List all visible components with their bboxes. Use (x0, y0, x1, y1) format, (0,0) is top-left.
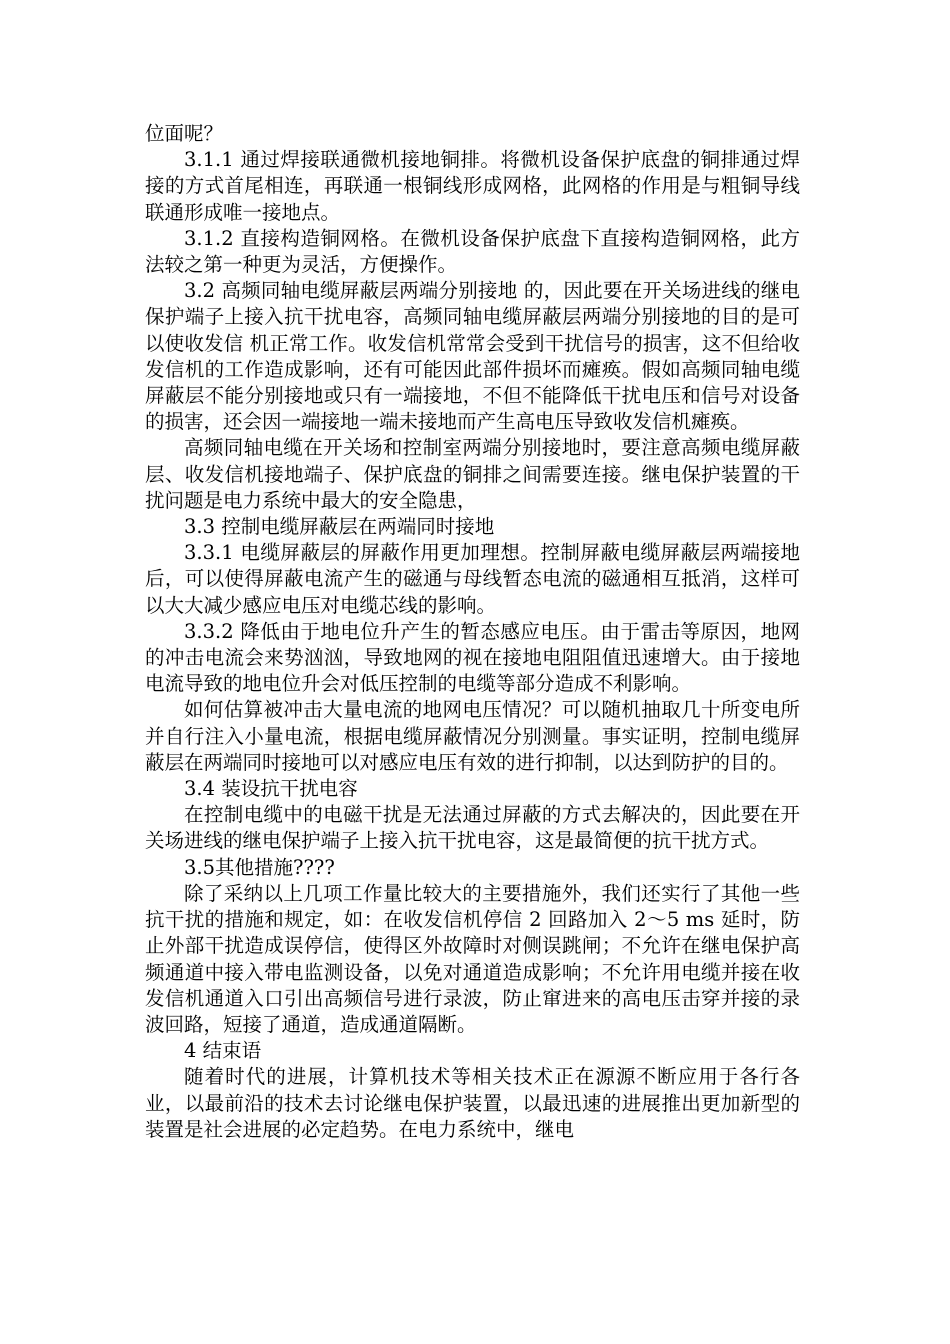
section-heading: 3.3 控制电缆屏蔽层在两端同时接地 (184, 515, 495, 539)
section-heading: 3.5其他措施???? (184, 855, 335, 879)
document-body (145, 121, 800, 1143)
paragraph: 3.3.2 降低由于地电位升产生的暂态感应电压。由于雷击等原因，地网的冲击电流会来势汹汹，导致地网的视在接地电阻阻值迅速增大。由于接地电流导致的地电位升会对低压控制的电缆等部分造成不利影响。 (145, 619, 800, 696)
paragraph: 随着时代的进展，计算机技术等相关技术正在源源不断应用于各行各业，以最前沿的技术去讨论继电保护装置，以最迅速的进展推出更加新型的装置是社会进展的必定趋势。在电力系统中，继电 (145, 1065, 800, 1141)
paragraph: 3.2 高频同轴电缆屏蔽层两端分别接地 的，因此要在开关场进线的继电保护端子上接入抗干扰电容，高频同轴电缆屏蔽层两端分别接地的目的是可以使收发信 机正常工作。收发信机常常会受到干扰信号的损害，这不但给收发信机的工作造成影响，还有可能因此部件损坏而瘫痪。假如高频同轴电缆屏蔽层不能分别接地或只有一端接地，不但不能降低干扰电压和信号对设备的损害，还会因一端接地一端未接地而产生高电压导致收发信机瘫痪。 (145, 279, 800, 434)
paragraph: 位面呢？ (145, 122, 224, 145)
paragraph: 高频同轴电缆在开关场和控制室两端分别接地时，要注意高频电缆屏蔽层、收发信机接地端子、保护底盘的铜排之间需要连接。继电保护装置的干扰问题是电力系统中最大的安全隐患， (145, 436, 800, 512)
paragraph: 除了采纳以上几项工作量比较大的主要措施外，我们还实行了其他一些抗干扰的措施和规定，如：在收发信机停信 2 回路加入 2～5 ms 延时，防止外部干扰造成误停信，使得区外故障时对侧误跳闸；不允许在继电保护高频通道中接入带电监测设备，以免对通道造成影响；不允许用电缆并接在收发信机通道入口引出高频信号进行录波，防止窜进来的高电压击穿并接的录波回路，短接了通道，造成通道隔断。 (145, 881, 800, 1036)
section-heading: 3.4 装设抗干扰电容 (184, 777, 358, 801)
paragraph: 3.1.2 直接构造铜网格。在微机设备保护底盘下直接构造铜网格，此方法较之第一种更为灵活，方便操作。 (145, 226, 800, 277)
section-heading: 4 结束语 (184, 1039, 262, 1063)
paragraph: 3.1.1 通过焊接联通微机接地铜排。将微机设备保护底盘的铜排通过焊接的方式首尾相连，再联通一根铜线形成网格，此网格的作用是与粗铜导线联通形成唯一接地点。 (145, 148, 800, 224)
paragraph: 在控制电缆中的电磁干扰是无法通过屏蔽的方式去解决的，因此要在开关场进线的继电保护端子上接入抗干扰电容，这是最简便的抗干扰方式。 (145, 803, 800, 853)
paragraph: 3.3.1 电缆屏蔽层的屏蔽作用更加理想。控制屏蔽电缆屏蔽层两端接地后，可以使得屏蔽电流产生的磁通与母线暂态电流的磁通相互抵消，这样可以大大减少感应电压对电缆芯线的影响。 (145, 541, 800, 617)
paragraph: 如何估算被冲击大量电流的地网电压情况？可以随机抽取几十所变电所并自行注入小量电流，根据电缆屏蔽情况分别测量。事实证明，控制电缆屏蔽层在两端同时接地可以对感应电压有效的进行抑制，以达到防护的目的。 (145, 698, 800, 774)
